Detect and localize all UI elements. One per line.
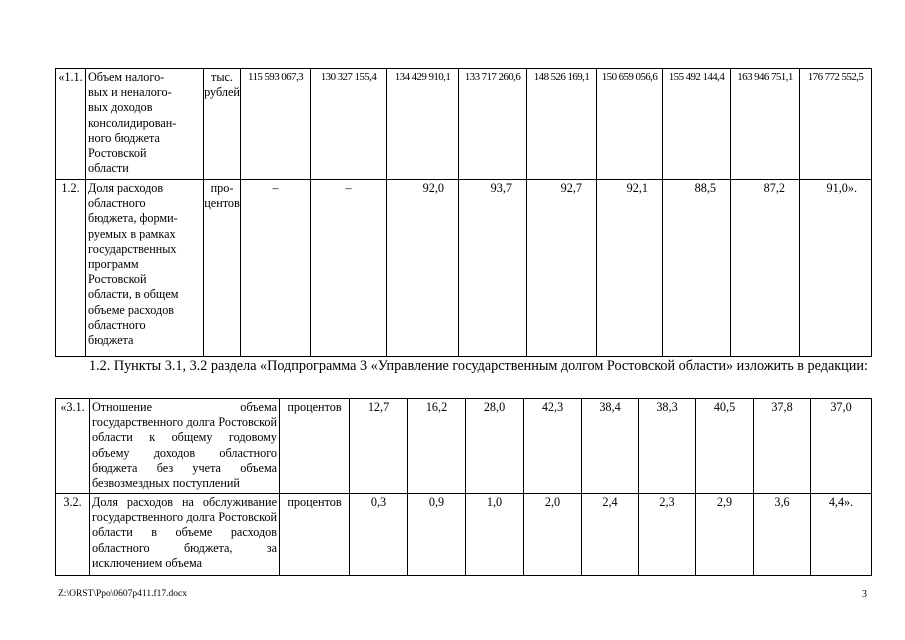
table-row — [56, 494, 872, 576]
value-cell: 163 946 751,1 — [731, 69, 800, 180]
value-cell: 38,3 — [639, 399, 696, 494]
value-cell: 37,8 — [754, 399, 811, 494]
row-number: 1.2. — [56, 180, 86, 357]
value-cell: 91,0». — [800, 180, 872, 357]
value-cell: 12,7 — [350, 399, 408, 494]
row-number: «1.1. — [56, 69, 86, 180]
value-cell: 92,1 — [597, 180, 663, 357]
indicator-name: Доля расходов областного бюджета, форми- руемых в рамках государственных программ Ростовской области, в общем объеме расходов областного бюджета — [86, 180, 204, 357]
value-cell: 133 717 260,6 — [459, 69, 527, 180]
table-row — [56, 399, 872, 494]
value-cell: 0,9 — [408, 494, 466, 576]
value-cell: 155 492 144,4 — [663, 69, 731, 180]
indicator-name: Объем налого- вых и неналого- вых доходов консолидирован- ного бюджета Ростовской области — [86, 69, 204, 180]
table-row — [56, 180, 872, 357]
unit-cell: тыс. рублей — [204, 69, 241, 180]
indicators-table-2 — [55, 398, 872, 576]
indicator-name: Отношение объема государственного долга Ростовской области к общему годовому объему доходов областного бюджета без учета объема безвозмездных поступлений — [90, 399, 280, 494]
value-cell: 37,0 — [811, 399, 872, 494]
value-cell: 28,0 — [466, 399, 524, 494]
unit-cell: про- центов — [204, 180, 241, 357]
value-cell: 38,4 — [582, 399, 639, 494]
value-cell: 87,2 — [731, 180, 800, 357]
value-cell: 1,0 — [466, 494, 524, 576]
value-cell: – — [311, 180, 387, 357]
value-cell: 2,3 — [639, 494, 696, 576]
value-cell: 148 526 169,1 — [527, 69, 597, 180]
value-cell: 2,9 — [696, 494, 754, 576]
value-cell: 4,4». — [811, 494, 872, 576]
value-cell: 2,0 — [524, 494, 582, 576]
value-cell: 92,0 — [387, 180, 459, 357]
value-cell: 176 772 552,5 — [800, 69, 872, 180]
value-cell: 93,7 — [459, 180, 527, 357]
value-cell: 2,4 — [582, 494, 639, 576]
value-cell: 16,2 — [408, 399, 466, 494]
value-cell: 92,7 — [527, 180, 597, 357]
value-cell: 150 659 056,6 — [597, 69, 663, 180]
page-number: 3 — [862, 589, 867, 600]
value-cell: 130 327 155,4 — [311, 69, 387, 180]
value-cell: 40,5 — [696, 399, 754, 494]
table-row — [56, 69, 872, 180]
row-number: 3.2. — [56, 494, 90, 576]
value-cell: 3,6 — [754, 494, 811, 576]
amendment-paragraph: 1.2. Пункты 3.1, 3.2 раздела «Подпрограмма 3 «Управление государственным долгом Ростовской области» изложить в редакции: — [89, 358, 868, 374]
value-cell: 134 429 910,1 — [387, 69, 459, 180]
value-cell: 88,5 — [663, 180, 731, 357]
value-cell: – — [241, 180, 311, 357]
unit-cell: процентов — [280, 494, 350, 576]
value-cell: 0,3 — [350, 494, 408, 576]
indicators-table-1 — [55, 68, 872, 357]
unit-cell: процентов — [280, 399, 350, 494]
value-cell: 115 593 067,3 — [241, 69, 311, 180]
value-cell: 42,3 — [524, 399, 582, 494]
indicator-name: Доля расходов на обслуживание государственного долга Ростовской области в объеме расходов областного бюджета, за исключением объема — [90, 494, 280, 576]
row-number: «3.1. — [56, 399, 90, 494]
footer-file-path: Z:\ORST\Ppo\0607p411.f17.docx — [58, 589, 187, 599]
